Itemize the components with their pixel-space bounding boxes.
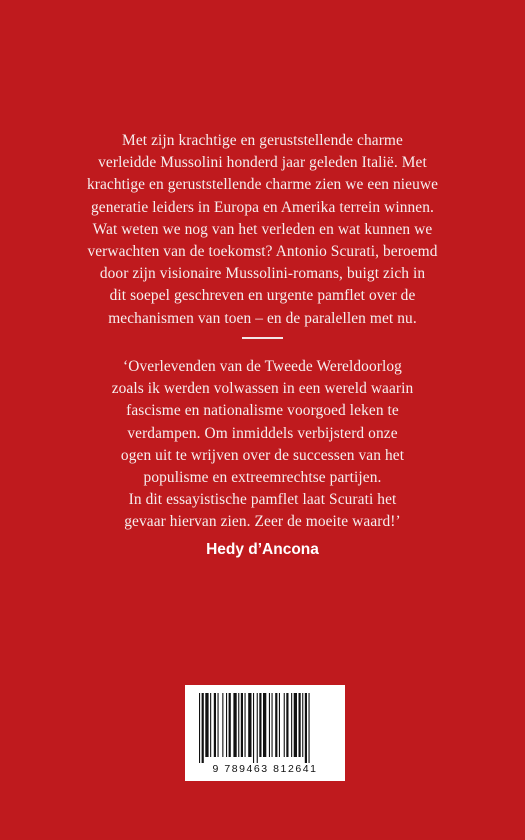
barcode-bar xyxy=(253,693,254,763)
blurb-line: verleidde Mussolini honderd jaar geleden Italië. Met xyxy=(98,154,427,172)
barcode-bar xyxy=(299,693,301,757)
blurb-line: Wat weten we nog van het verleden en wat kunnen we xyxy=(92,220,433,238)
barcode-bar xyxy=(302,693,303,757)
barcode-bar xyxy=(229,693,231,757)
blurb-text xyxy=(60,130,465,330)
barcode-bar xyxy=(294,693,297,757)
barcode-bar xyxy=(245,693,246,757)
barcode-bar xyxy=(279,693,280,757)
barcode-bar xyxy=(238,693,239,757)
quote-line: gevaar hiervan zien. Zeer de moeite waard!’ xyxy=(124,513,401,531)
barcode-bar xyxy=(202,693,204,763)
quote-line: ‘Overlevenden van de Tweede Wereldoorlog xyxy=(123,358,402,375)
quote-line: ogen uit te wrijven over de successen van het xyxy=(120,446,405,464)
barcode-bar xyxy=(286,693,288,757)
blurb-line: Met zijn krachtige en geruststellende charme xyxy=(122,132,403,149)
barcode-bar xyxy=(226,693,227,757)
quote-line: populisme en extreemrechtse partijen. xyxy=(143,469,382,487)
barcode-bar xyxy=(263,693,266,757)
isbn-barcode xyxy=(185,685,345,781)
barcode-bar xyxy=(275,693,277,757)
blurb-line: verwachten van de toekomst? Antonio Scurati, beroemd xyxy=(87,243,438,261)
quote-author: Hedy d’Ancona xyxy=(206,541,319,558)
barcode-bar xyxy=(257,693,258,763)
barcode-bar xyxy=(272,693,273,757)
barcode-bar xyxy=(305,693,307,763)
barcode-bar xyxy=(309,693,310,763)
quote-line: verdampen. Om inmiddels verbijsterd onze xyxy=(127,424,398,442)
barcode-bar xyxy=(233,693,236,757)
quote-line: fascisme en nationalisme voorgoed leken te xyxy=(126,402,399,420)
blurb-line: mechanismen van toen – en de paralellen met nu. xyxy=(108,309,417,327)
barcode-bar xyxy=(214,693,216,757)
barcode-bar xyxy=(222,693,223,757)
barcode-bar xyxy=(259,693,261,757)
isbn-digits: 9 789463 812641 xyxy=(212,763,318,775)
barcode-bar xyxy=(248,693,251,757)
quote-line: In dit essayistische pamflet laat Scurati het xyxy=(128,491,397,509)
section-divider xyxy=(242,337,283,339)
barcode-bar xyxy=(210,693,211,757)
barcode-bar xyxy=(291,693,292,757)
barcode-bar xyxy=(218,693,219,757)
blurb-line: krachtige en geruststellende charme zien we een nieuwe xyxy=(86,176,439,194)
barcode-bar xyxy=(199,693,200,763)
blurb-line: door zijn visionaire Mussolini-romans, buigt zich in xyxy=(99,265,426,283)
barcode-bar xyxy=(269,693,270,757)
blurb-line: dit soepel geschreven en urgente pamflet over de xyxy=(109,287,416,305)
barcode-bar xyxy=(205,693,208,757)
quote-line: zoals ik werden volwassen in een wereld waarin xyxy=(111,380,414,398)
blurb-line: generatie leiders in Europa en Amerika terrein winnen. xyxy=(90,198,434,216)
barcode-bar xyxy=(241,693,243,757)
review-quote xyxy=(60,356,465,534)
barcode-bar xyxy=(284,693,285,757)
